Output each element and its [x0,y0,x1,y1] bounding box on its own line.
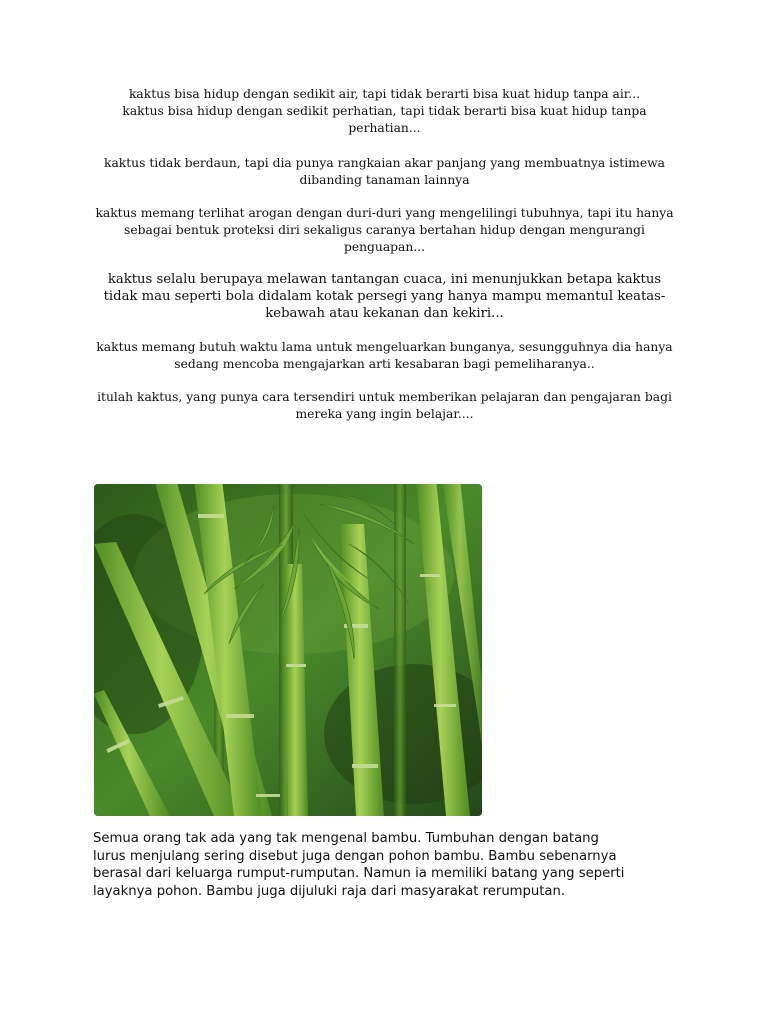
poem-paragraph-4: kaktus selalu berupaya melawan tantangan cuaca, ini menunjukkan betapa kaktus tidak mau seperti bola didalam kotak persegi yang hanya mampu memantul keatas- kebawah atau kekanan dan kekiri... [103,272,666,321]
poem-text-block [92,86,677,423]
poem-paragraph-2: kaktus tidak berdaun, tapi dia punya rangkaian akar panjang yang membuatnya istimewa dibanding tanaman lainnya [104,156,665,187]
poem-paragraph-6: itulah kaktus, yang punya cara tersendiri untuk memberikan pelajaran dan pengajaran bagi mereka yang ingin belajar.... [97,390,672,421]
bamboo-illustration [94,484,482,816]
poem-paragraph-1: kaktus bisa hidup dengan sedikit air, tapi tidak berarti bisa kuat hidup tanpa air... kaktus bisa hidup dengan sedikit perhatian, tapi tidak berarti bisa kuat hidup tanpa perhatian... [122,87,647,135]
bamboo-description: Semua orang tak ada yang tak mengenal bambu. Tumbuhan dengan batang lurus menjulang sering disebut juga dengan pohon bambu. Bambu sebenarnya berasal dari keluarga rumput-rumputan. Namun ia memiliki batang yang seperti layaknya pohon. Bambu juga dijuluki raja dari masyarakat rerumputan. [93,831,625,899]
bamboo-photo [94,484,482,816]
poem-paragraph-5: kaktus memang butuh waktu lama untuk mengeluarkan bunganya, sesungguhnya dia hanya sedang mencoba mengajarkan arti kesabaran bagi pemeliharanya.. [96,340,673,371]
poem-paragraph-3: kaktus memang terlihat arogan dengan duri-duri yang mengelilingi tubuhnya, tapi itu hanya sebagai bentuk proteksi diri sekaligus caranya bertahan hidup dengan mengurangi penguapan... [95,206,674,254]
